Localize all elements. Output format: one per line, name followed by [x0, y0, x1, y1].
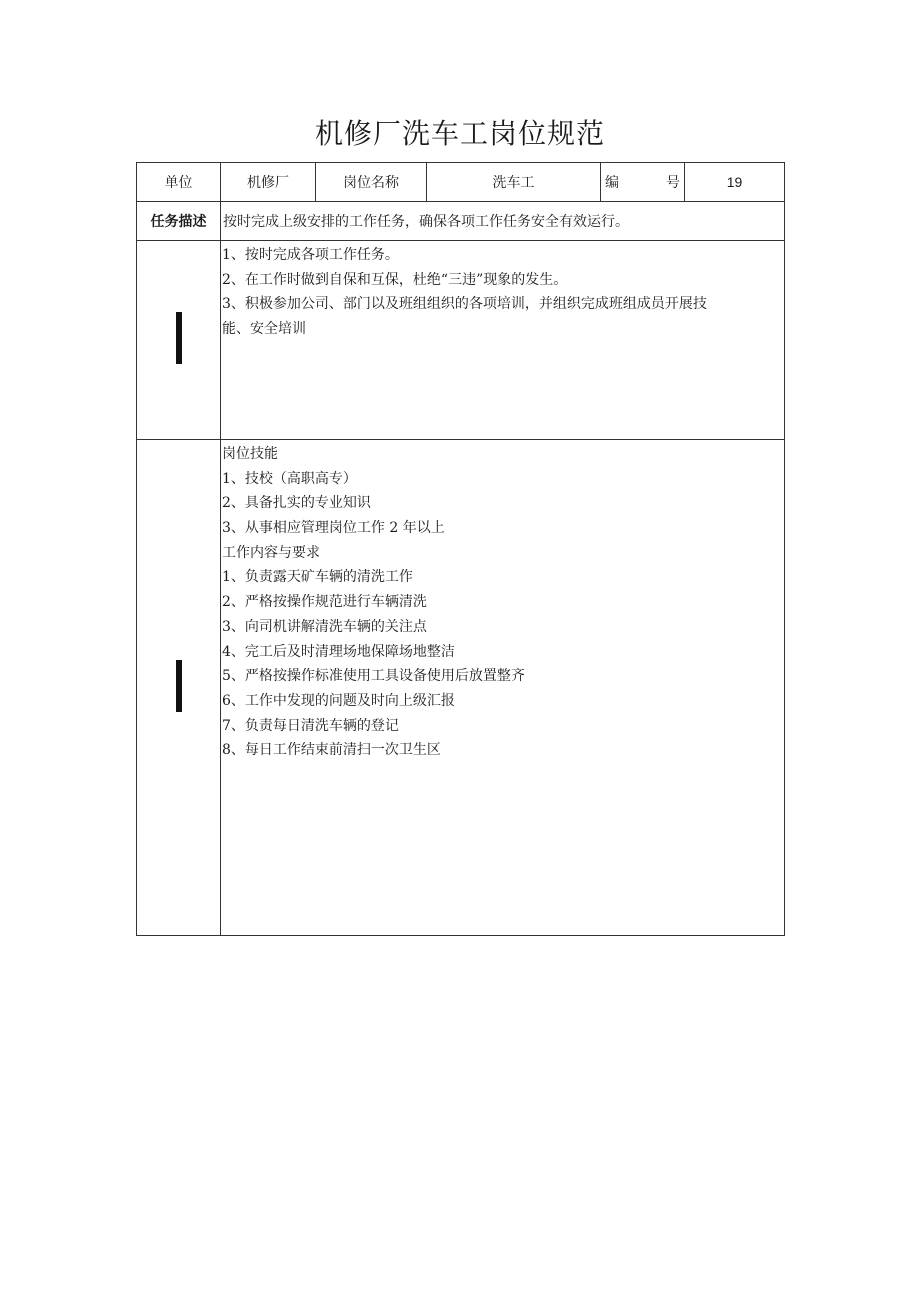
- work-content-heading: 工作内容与要求: [222, 544, 320, 561]
- work-content-item: 6、工作中发现的问题及时向上级汇报: [222, 692, 455, 709]
- work-content-item: 4、完工后及时清理场地保障场地整洁: [222, 643, 455, 660]
- task-description: 按时完成上级安排的工作任务，确保各项工作任务安全有效运行。: [221, 202, 785, 241]
- task-row: [137, 202, 785, 241]
- qualification-item: 2、具备扎实的专业知识: [222, 495, 371, 512]
- code-label-right: 号: [666, 175, 680, 191]
- work-content-item: 8、每日工作结束前清扫一次卫生区: [222, 742, 441, 759]
- duties-side-mark: [176, 312, 182, 364]
- duty-item: 3、积极参加公司、部门以及班组组织的各项培训，并组织完成班组成员开展技: [222, 296, 707, 313]
- code-value: 19: [685, 163, 785, 202]
- duties-side-cell: [137, 241, 221, 440]
- duty-item: 2、在工作时做到自保和互保，杜绝“三违”现象的发生。: [222, 271, 568, 288]
- work-content-item: 5、严格按操作标准使用工具设备使用后放置整齐: [222, 668, 525, 685]
- code-label-left: 编: [605, 175, 619, 191]
- work-content-item: 7、负责每日清洗车辆的登记: [222, 717, 399, 734]
- qualifications-side-cell: [137, 440, 221, 936]
- work-content-item: 3、向司机讲解清洗车辆的关注点: [222, 618, 427, 635]
- work-content-item: 1、负责露天矿车辆的清洗工作: [222, 569, 413, 586]
- qualification-item: 1、技校（高职高专）: [222, 470, 357, 487]
- qualifications-row: [137, 440, 785, 936]
- duty-item: 1、按时完成各项工作任务。: [222, 247, 399, 263]
- task-label: 任务描述: [137, 202, 221, 241]
- header-row: [137, 163, 785, 202]
- post-name-value: 洗车工: [427, 163, 601, 202]
- qualifications-side-mark: [176, 660, 182, 712]
- unit-label: 单位: [137, 163, 221, 202]
- qualification-heading: 岗位技能: [222, 446, 278, 462]
- job-spec-table: [136, 162, 785, 936]
- page-title: 机修厂洗车工岗位规范: [314, 117, 605, 150]
- unit-value: 机修厂: [221, 163, 316, 202]
- qualifications-list: [221, 440, 785, 936]
- duties-list: [221, 241, 785, 440]
- qualification-item: 3、从事相应管理岗位工作 2 年以上: [222, 520, 445, 537]
- code-label: [601, 163, 685, 202]
- work-content-item: 2、严格按操作规范进行车辆清洗: [222, 594, 427, 611]
- duty-item: 能、安全培训: [222, 321, 306, 338]
- post-name-label: 岗位名称: [316, 163, 427, 202]
- duties-row: [137, 241, 785, 440]
